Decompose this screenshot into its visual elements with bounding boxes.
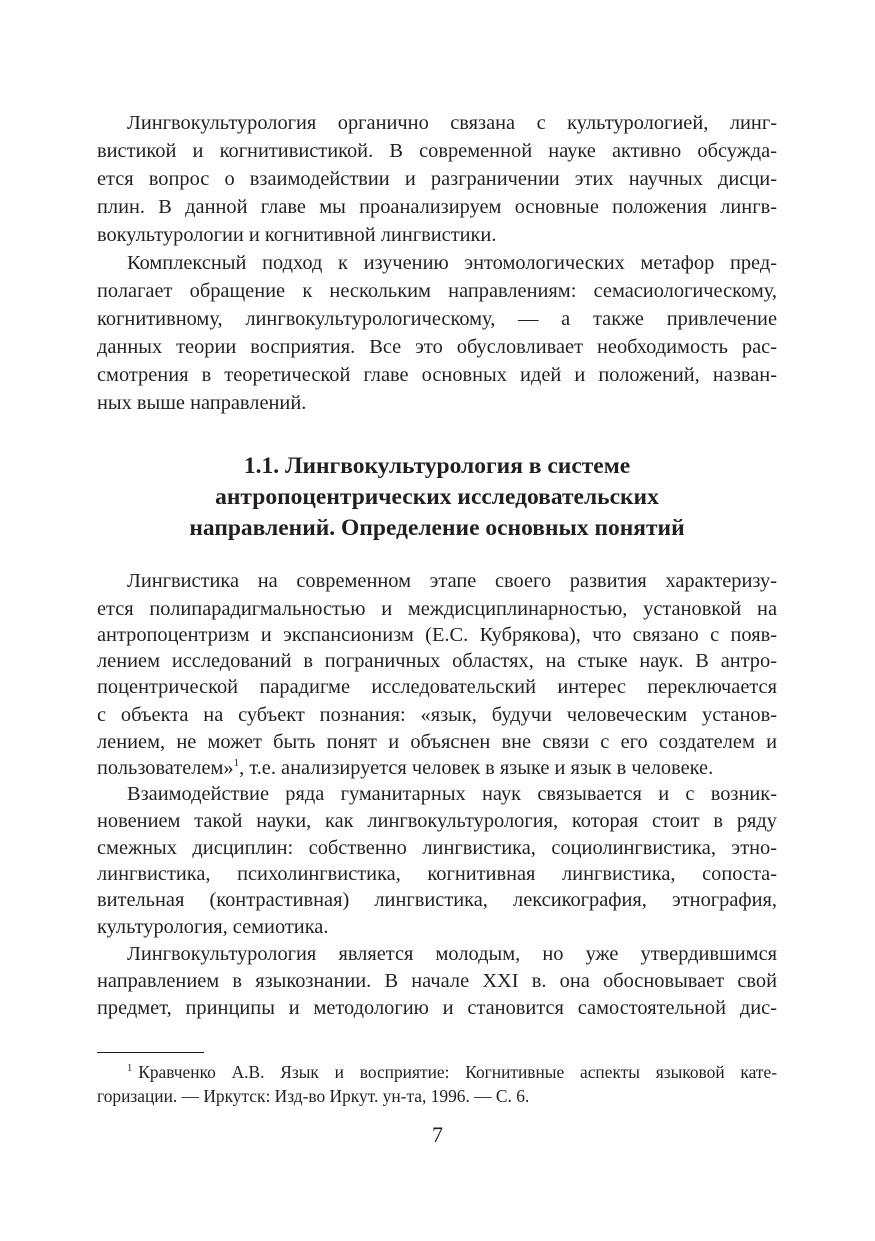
text-line: направлением в языкознании. В начале XXI в. она обосновывает свой (97, 970, 777, 992)
text-line: вокультурологии и когнитивной лингвистики. (97, 224, 497, 246)
text-line: лением исследований в пограничных областях, на стыке наук. В антро- (97, 650, 777, 672)
text-line: новением такой науки, как лингвокультурология, которая стоит в ряду (97, 810, 777, 832)
text-line: поцентрической парадигме исследовательский интерес переключается (97, 676, 777, 698)
text-line: ется полипарадигмальностью и междисциплинарностью, установкой на (97, 598, 777, 620)
text-fragment: , т.е. анализируется человек в языке и язык в человеке. (239, 757, 714, 779)
text-line: антропоцентризм и экспансионизм (Е.С. Кубрякова), что связано с появ- (97, 624, 777, 646)
text-line: ется вопрос о взаимодействии и разграничении этих научных дисци- (97, 168, 777, 190)
text-line: когнитивному, лингвокультурологическому, — а также привлечение (97, 308, 777, 330)
text-fragment: пользователем» (97, 757, 234, 779)
text-line: плин. В данной главе мы проанализируем основные положения лингв- (97, 196, 777, 218)
section-heading-line: антропоцентрических исследовательских (215, 484, 659, 510)
text-line: вительная (контрастивная) лингвистика, лексикография, этнография, (97, 889, 777, 911)
text-line: Комплексный подход к изучению энтомологических метафор пред- (127, 252, 777, 274)
footnote-divider (97, 1052, 204, 1053)
footnote-reference[interactable]: 1 (233, 757, 240, 770)
text-line: культурология, семиотика. (97, 916, 329, 938)
footnote-text: Кравченко А.В. Язык и восприятие: Когнитивные аспекты языковой кате- (138, 1062, 777, 1082)
footnote-mark: 1 (127, 1063, 133, 1075)
text-line: смотрения в теоретической главе основных идей и положений, назван- (97, 364, 777, 386)
text-line: вистикой и когнитивистикой. В современной науке активно обсужда- (97, 140, 777, 162)
text-line: данных теории восприятия. Все это обусловливает необходимость рас- (97, 336, 777, 358)
text-line-with-footnote (97, 755, 777, 782)
section-heading-line: направлений. Определение основных понятий (189, 515, 685, 541)
text-line: смежных дисциплин: собственно лингвистика, социолингвистика, этно- (97, 837, 777, 859)
text-line: Лингвокультурология органично связана с культурологией, линг- (127, 112, 777, 134)
page-number: 7 (432, 1122, 443, 1147)
text-line: полагает обращение к нескольким направлениям: семасиологическому, (97, 280, 777, 302)
text-line: лением, не может быть понят и объяснен вне связи с его создателем и (97, 731, 777, 753)
text-line: Лингвистика на современном этапе своего развития характеризу- (127, 570, 777, 592)
text-line: лингвистика, психолингвистика, когнитивная лингвистика, сопоста- (97, 863, 777, 885)
text-line: предмет, принципы и методологию и становится самостоятельной дис- (97, 997, 777, 1019)
text-line: с объекта на субъект познания: «язык, будучи человеческим установ- (97, 704, 777, 726)
text-line: Лингвокультурология является молодым, но уже утвердившимся (127, 943, 777, 965)
section-heading-line: 1.1. Лингвокультурология в системе (243, 453, 631, 479)
text-line: ных выше направлений. (97, 392, 307, 414)
footnote-line: горизации. — Иркутск: Изд-во Иркут. ун-та, 1996. — С. 6. (97, 1086, 530, 1106)
text-line: Взаимодействие ряда гуманитарных наук связывается и с возник- (127, 783, 777, 805)
footnote-line (127, 1060, 777, 1084)
